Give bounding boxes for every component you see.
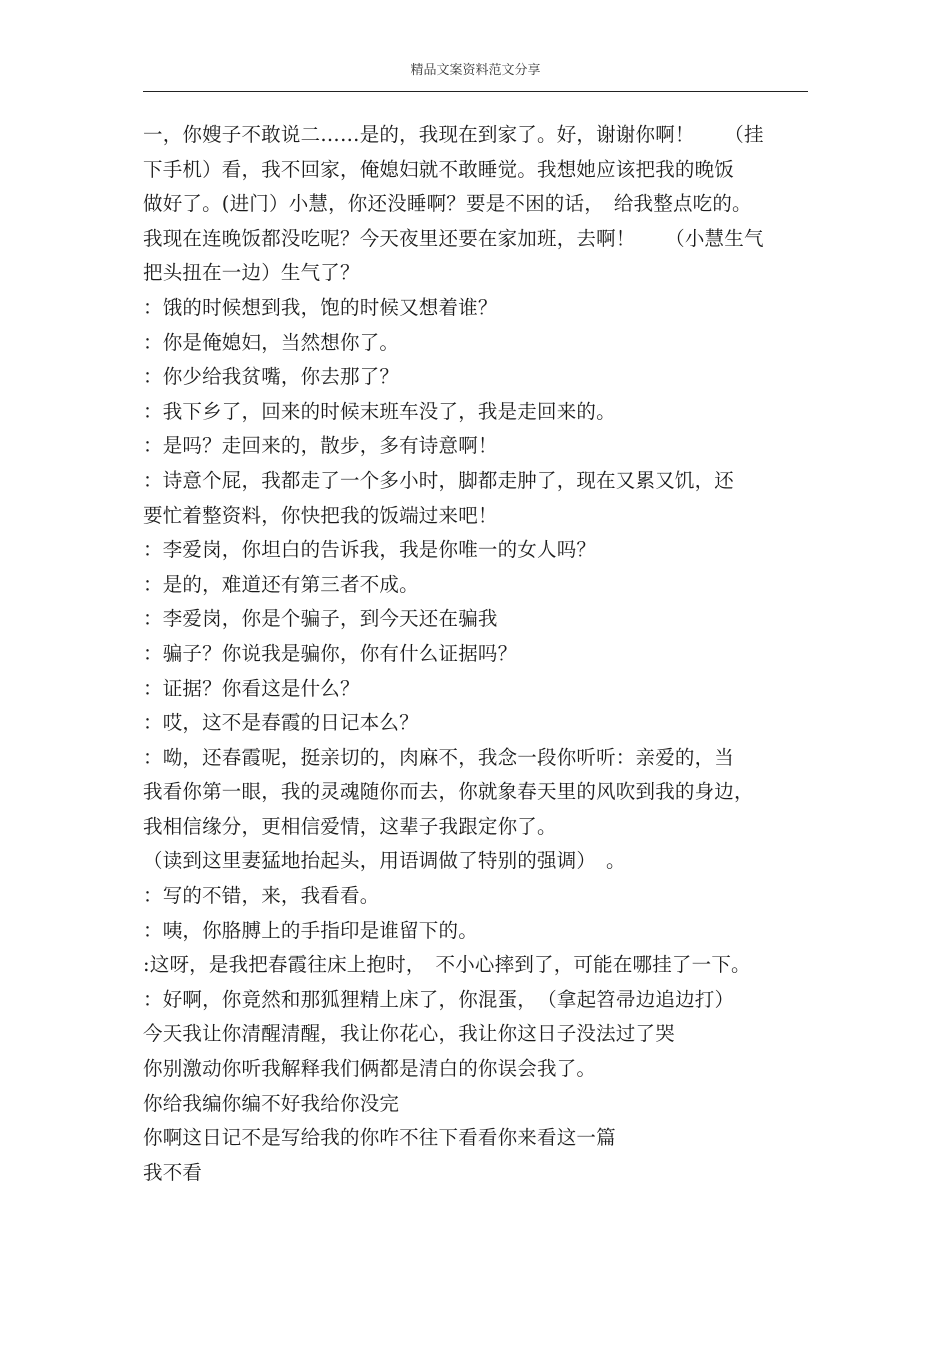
text-line: 我看你第一眼，我的灵魂随你而去，你就象春天里的风吹到我的身边， [143,780,754,804]
text-line: ：是的，难道还有第三者不成。 [143,572,419,596]
page-header: 精品文案资料范文分享 [143,60,808,92]
text-line: ：骗子？你说我是骗你，你有什么证据吗？ [143,641,518,665]
text-line: ：哎，这不是春霞的日记本么？ [143,711,419,735]
text-line: ：是吗？走回来的，散步，多有诗意啊！ [143,434,498,458]
text-line: 我现在连晚饭都没吃呢？今天夜里还要在家加班，去啊！ （小慧生气 [143,226,764,250]
text-line: 要忙着整资料，你快把我的饭端过来吧！ [143,503,498,527]
text-line: ：写的不错，来，我看看。 [143,884,380,908]
text-line: 下手机）看，我不回家，俺媳妇就不敢睡觉。我想她应该把我的晚饭 [143,157,735,181]
text-line: 你啊这日记不是写给我的你咋不往下看看你来看这一篇 [143,1126,616,1150]
text-line: 你别激动你听我解释我们俩都是清白的你误会我了。 [143,1057,597,1081]
text-line: ：好啊，你竟然和那狐狸精上床了，你混蛋， （拿起笤帚边追边打） [143,987,735,1011]
text-line: 我相信缘分，更相信爱情，这辈子我跟定你了。 [143,814,557,838]
text-line: ：我下乡了，回来的时候末班车没了，我是走回来的。 [143,399,616,423]
text-line: ：饿的时候想到我，饱的时候又想着谁？ [143,295,498,319]
text-line: ：咦，你胳膊上的手指印是谁留下的。 [143,918,478,942]
text-line: 做好了。(进门）小慧，你还没睡啊？要是不困的话， 给我整点吃的。 [143,192,752,216]
text-line: 你给我编你编不好我给你没完 [143,1091,400,1115]
text-line: :这呀，是我把春霞往床上抱时， 不小心摔到了，可能在哪挂了一下。 [143,953,751,977]
text-line: ：李爱岗，你是个骗子，到今天还在骗我 [143,607,498,631]
text-line: 我不看 [143,1160,203,1184]
dialogue-body [143,118,808,1190]
text-line: ：你少给我贫嘴，你去那了？ [143,365,400,389]
text-line: ：呦，还春霞呢，挺亲切的，肉麻不，我念一段你听听：亲爱的，当 [143,745,735,769]
text-line: 今天我让你清醒清醒，我让你花心，我让你这日子没法过了哭 [143,1022,675,1046]
text-line: ：证据？你看这是什么？ [143,676,360,700]
text-line: ：李爱岗，你坦白的告诉我，我是你唯一的女人吗？ [143,538,597,562]
text-line: ：你是俺媳妇，当然想你了。 [143,330,400,354]
text-line: 一，你嫂子不敢说二……是的，我现在到家了。好，谢谢你啊！ （挂 [143,123,764,146]
text-line: （读到这里妻猛地抬起头，用语调做了特别的强调） 。 [143,849,626,873]
text-line: 把头扭在一边）生气了？ [143,261,360,285]
text-line: ：诗意个屁，我都走了一个多小时，脚都走肿了，现在又累又饥，还 [143,468,735,492]
